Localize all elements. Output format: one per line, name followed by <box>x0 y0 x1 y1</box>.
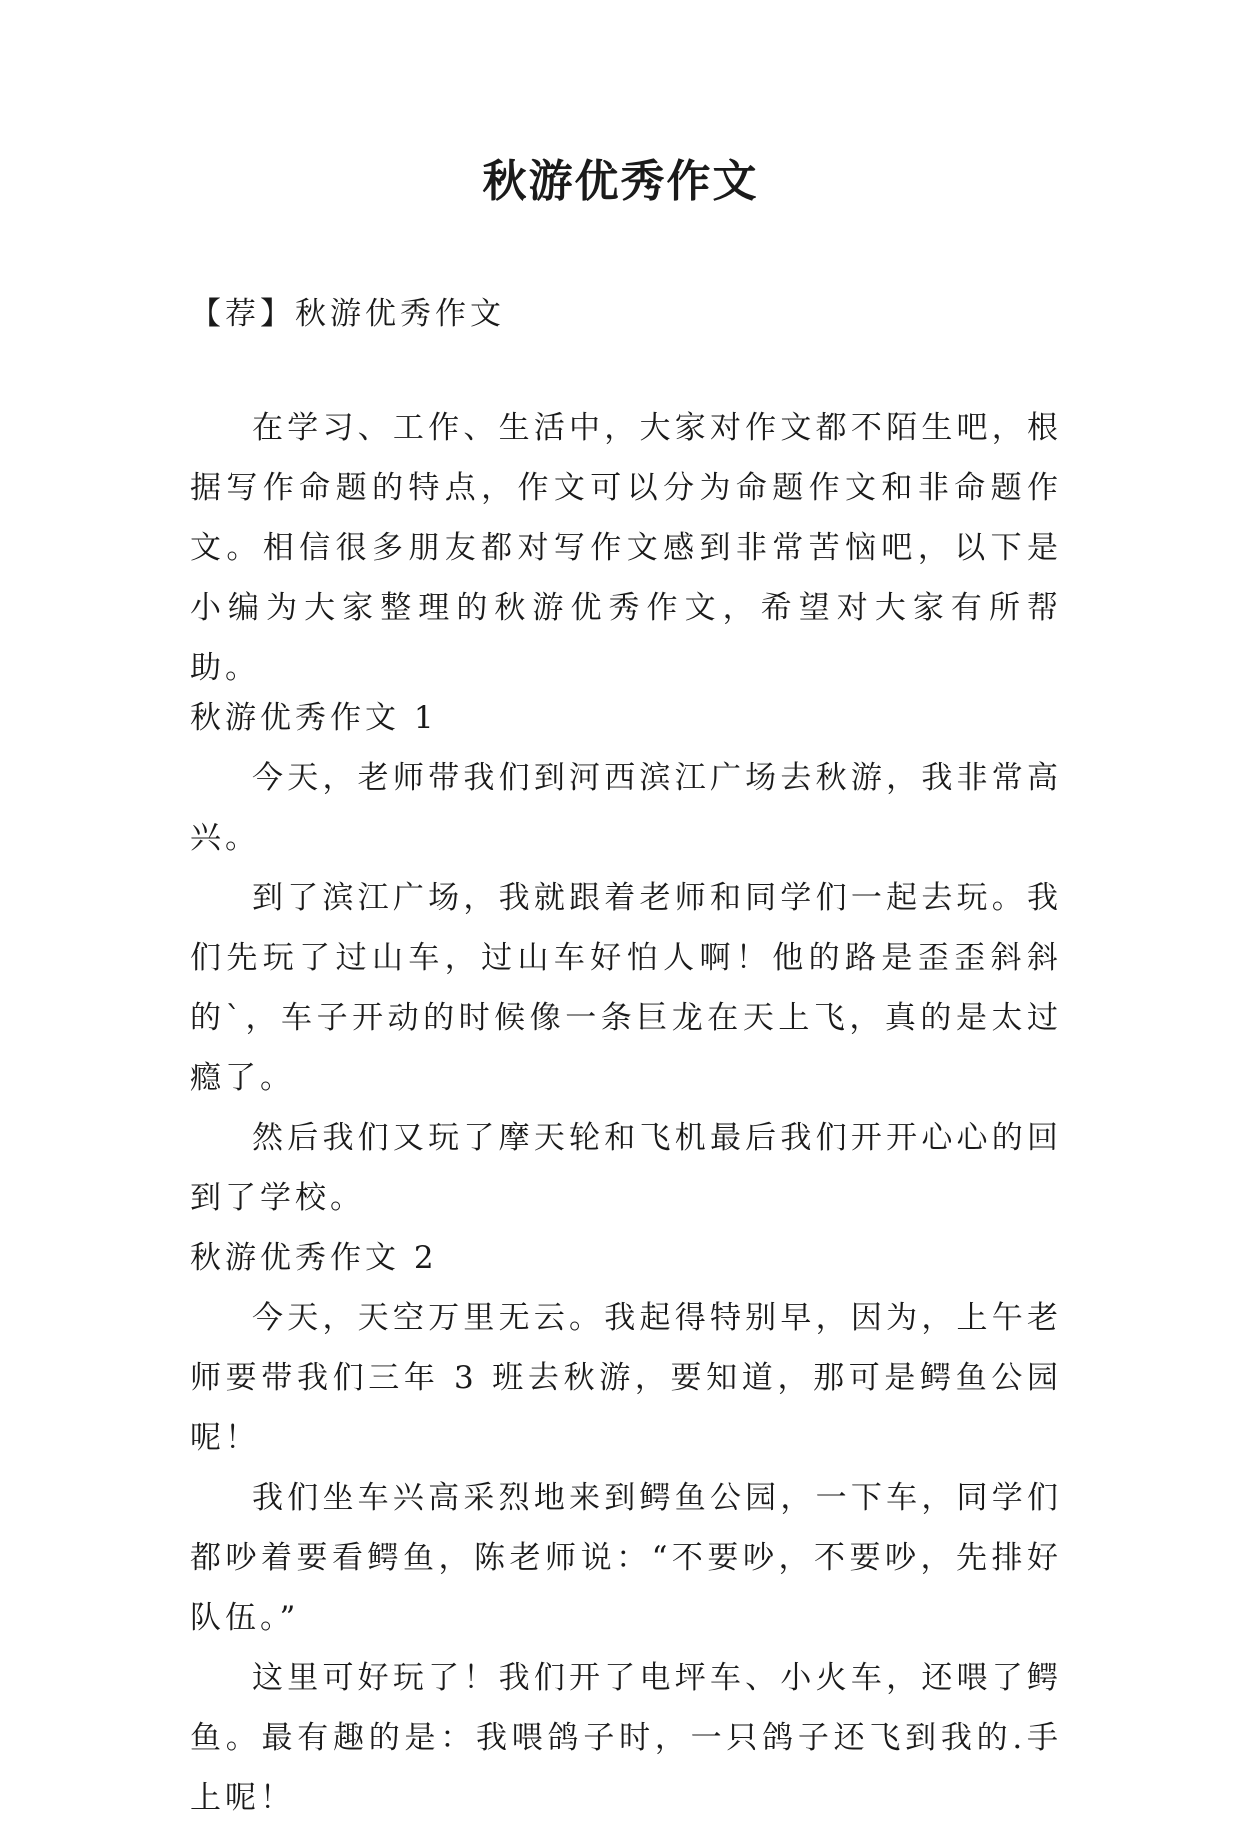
essay-2-paragraph-2: 我们坐车兴高采烈地来到鳄鱼公园，一下车，同学们都吵着要看鳄鱼，陈老师说：“不要吵，不要吵，先排好队伍。” <box>190 1480 1062 1636</box>
document-title: 秋游优秀作文 <box>482 156 759 207</box>
intro-section <box>190 398 1062 698</box>
document-subtitle: 【荐】秋游优秀作文 <box>190 296 505 332</box>
essay-1-paragraph-3: 然后我们又玩了摩天轮和飞机最后我们开开心心的回到了学校。 <box>190 1120 1062 1216</box>
essay-1-paragraph-2: 到了滨江广场，我就跟着老师和同学们一起去玩。我们先玩了过山车，过山车好怕人啊！他的路是歪歪斜斜的`，车子开动的时候像一条巨龙在天上飞，真的是太过瘾了。 <box>190 880 1062 1096</box>
essay-1-heading: 秋游优秀作文 1 <box>190 700 438 736</box>
intro-paragraph: 在学习、工作、生活中，大家对作文都不陌生吧，根据写作命题的特点，作文可以分为命题作文和非命题作文。相信很多朋友都对写作文感到非常苦恼吧，以下是小编为大家整理的秋游优秀作文，希望对大家有所帮助。 <box>190 410 1062 686</box>
essay-2-paragraph-3: 这里可好玩了！我们开了电坪车、小火车，还喂了鳄鱼。最有趣的是：我喂鸽子时，一只鸽子还飞到我的.手上呢！ <box>190 1660 1062 1816</box>
essay-1-paragraph-1: 今天，老师带我们到河西滨江广场去秋游，我非常高兴。 <box>190 760 1062 856</box>
essay-2-heading: 秋游优秀作文 2 <box>190 1240 438 1276</box>
essay-2-paragraph-1: 今天，天空万里无云。我起得特别早，因为，上午老师要带我们三年 3 班去秋游，要知道，那可是鳄鱼公园呢！ <box>190 1300 1062 1456</box>
essays-section <box>190 688 1062 1828</box>
